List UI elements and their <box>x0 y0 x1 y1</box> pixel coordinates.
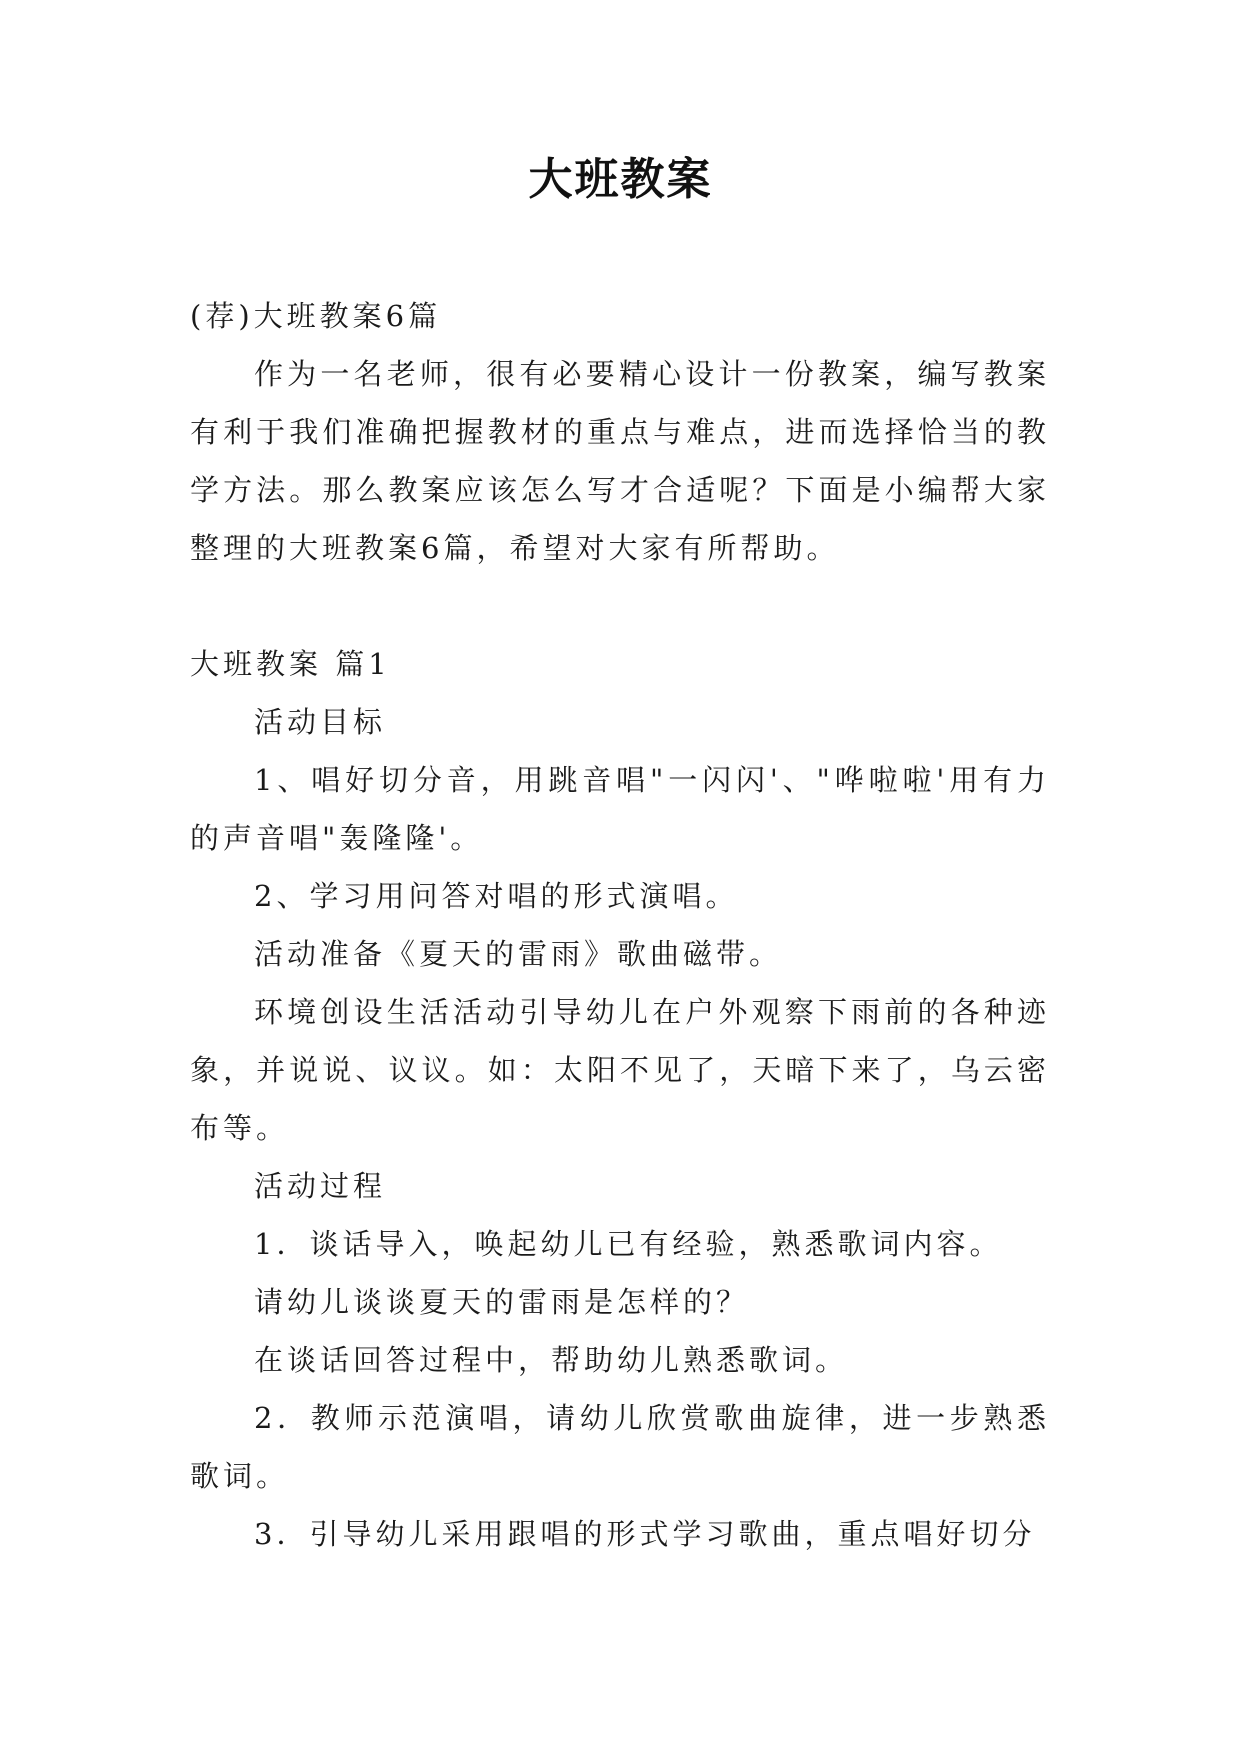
paragraph-step-2: 2．教师示范演唱，请幼儿欣赏歌曲旋律，进一步熟悉歌词。 <box>190 1401 1050 1493</box>
paragraph-activity-goals: 活动目标 <box>254 705 387 739</box>
paragraph-environment: 环境创设生活活动引导幼儿在户外观察下雨前的各种迹象，并说说、议议。如：太阳不见了，天暗下来了，乌云密布等。 <box>190 995 1050 1145</box>
paragraph-step-1: 1．谈话导入，唤起幼儿已有经验，熟悉歌词内容。 <box>254 1227 1003 1261</box>
paragraph-goal-2: 2、学习用问答对唱的形式演唱。 <box>254 879 739 913</box>
paragraph-preparation: 活动准备《夏天的雷雨》歌曲磁带。 <box>254 937 783 971</box>
subtitle: (荐)大班教案6篇 <box>190 299 442 333</box>
intro-paragraph: 作为一名老师，很有必要精心设计一份教案，编写教案有利于我们准确把握教材的重点与难点，进而选择恰当的教学方法。那么教案应该怎么写才合适呢？下面是小编帮大家整理的大班教案6篇，希望对大家有所帮助。 <box>190 357 1050 565</box>
document-body <box>190 287 1050 1563</box>
paragraph-step-1-question: 请幼儿谈谈夏天的雷雨是怎样的？ <box>254 1285 750 1319</box>
paragraph-goal-1: 1、唱好切分音，用跳音唱"一闪闪'、"哗啦啦'用有力的声音唱"轰隆隆'。 <box>190 763 1050 855</box>
paragraph-step-1-note: 在谈话回答过程中，帮助幼儿熟悉歌词。 <box>254 1343 849 1377</box>
paragraph-activity-process: 活动过程 <box>254 1169 387 1203</box>
document-title: 大班教案 <box>528 154 713 205</box>
section-spacer <box>190 577 1050 635</box>
section-heading: 大班教案 篇1 <box>190 647 391 681</box>
paragraph-step-3: 3．引导幼儿采用跟唱的形式学习歌曲，重点唱好切分 <box>254 1517 1036 1551</box>
